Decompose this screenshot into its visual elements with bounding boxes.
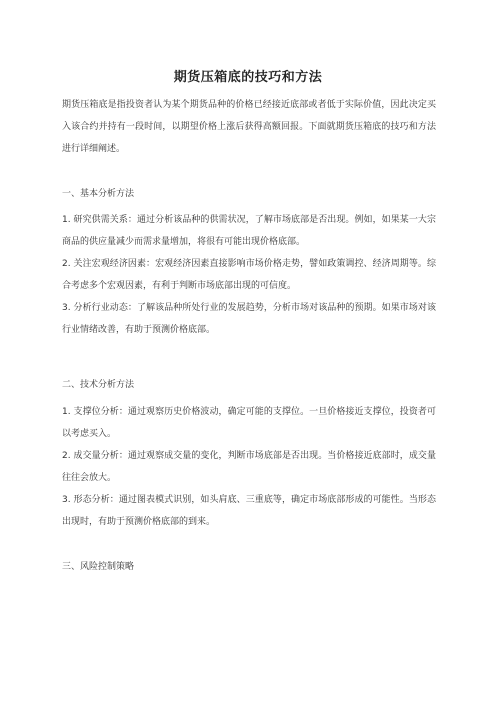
section-basic-item-3: 3. 分析行业动态：了解该品种所处行业的发展趋势，分析市场对该品种的预期。如果市场对该行业情绪改善，有助于预测价格底部。	[62, 303, 436, 335]
section-basic-item-2: 2. 关注宏观经济因素：宏观经济因素直接影响市场价格走势，譬如政策调控、经济周期等。综合考虑多个宏观因素，有利于判断市场底部出现的可信度。	[62, 259, 436, 291]
section-heading-basic: 一、基本分析方法	[62, 189, 135, 199]
section-heading-technical: 二、技术分析方法	[62, 380, 135, 390]
section-technical-item-2: 2. 成交量分析：通过观察成交量的变化，判断市场底部是否出现。当价格接近底部时，成交量往往会放大。	[62, 451, 436, 483]
section-technical-item-3: 3. 形态分析：通过图表模式识别，如头肩底、三重底等，确定市场底部形成的可能性。当形态出现时，有助于预测价格底部的到来。	[62, 495, 436, 527]
section-heading-risk: 三、风险控制策略	[62, 562, 135, 572]
document-title: 期货压箱底的技巧和方法	[173, 70, 323, 85]
intro-paragraph: 期货压箱底是指投资者认为某个期货品种的价格已经接近底部或者低于实际价值，因此决定买入该合约并持有一段时间，以期望价格上涨后获得高额回报。下面就期货压箱底的技巧和方法进行详细阐述。	[62, 100, 436, 154]
section-technical-item-1: 1. 支撑位分析：通过观察历史价格波动，确定可能的支撑位。一旦价格接近支撑位，投资者可以考虑买入。	[62, 407, 436, 439]
section-basic-item-1: 1. 研究供需关系：通过分析该品种的供需状况，了解市场底部是否出现。例如，如果某一大宗商品的供应量减少而需求量增加，将很有可能出现价格底部。	[62, 215, 436, 247]
